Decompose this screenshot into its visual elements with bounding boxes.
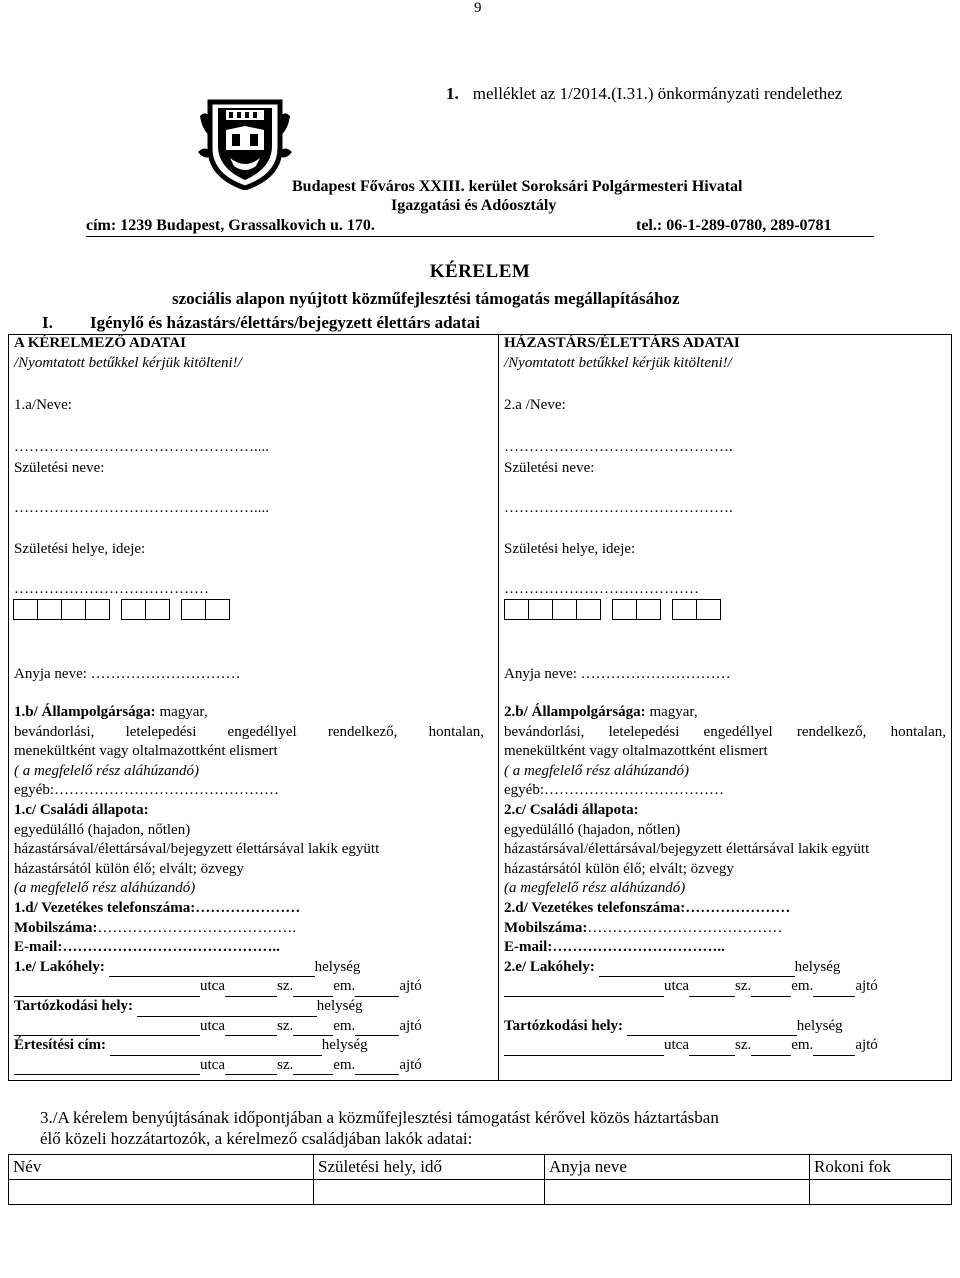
applicant-notify-row-2 <box>14 1056 484 1076</box>
spouse-birth-name-field[interactable]: ………………………………………. <box>504 500 733 516</box>
spouse-temp-floor-field[interactable] <box>751 1041 791 1056</box>
word-helyseg: helység <box>321 1037 368 1054</box>
applicant-marital-1: egyedülálló (hajadon, nőtlen) <box>14 821 191 838</box>
applicant-mother-field[interactable]: ………………………… <box>90 666 241 682</box>
applicant-birth-name-label: Születési neve: <box>14 460 105 476</box>
word-em: em. <box>333 978 356 995</box>
applicant-marital-3: házastársától külön élő; elvált; özvegy <box>14 860 244 877</box>
word-em: em. <box>791 1037 814 1054</box>
word-helyseg: helység <box>794 958 841 975</box>
applicant-mother-row <box>14 665 484 685</box>
applicant-hint: /Nyomtatott betűkkel kérjük kitölteni!/ <box>14 354 242 371</box>
spouse-phone-field[interactable]: 2.d/ Vezetékes telefonszáma:………………… <box>504 899 791 916</box>
applicant-birth-date-boxes[interactable] <box>14 599 230 619</box>
word-ajto: ajtó <box>855 978 878 995</box>
word-em: em. <box>333 1056 356 1073</box>
col-header-birth: Születési hely, idő <box>314 1155 545 1180</box>
spouse-address-row-1 <box>504 958 946 978</box>
applicant-citizenship-block <box>14 703 484 1075</box>
applicant-temp-row-2 <box>14 1017 484 1037</box>
spouse-number-field[interactable] <box>689 982 735 997</box>
applicant-name-label: 1.a/Neve: <box>14 397 72 413</box>
word-utca: utca <box>200 1017 225 1034</box>
spouse-citizenship-block <box>504 703 946 1056</box>
applicant-email-field[interactable]: E-mail:…………………………………….. <box>14 939 280 956</box>
office-address: cím: 1239 Budapest, Grassalkovich u. 170. <box>86 217 375 234</box>
word-em: em. <box>333 1017 356 1034</box>
applicant-temp-door-field[interactable] <box>355 1021 399 1036</box>
section-3-line-1: 3./A kérelem benyújtásának időpontjában a közműfejlesztési támogatást kérővel közös háztartásban <box>40 1108 719 1127</box>
page-number: 9 <box>474 0 482 16</box>
applicant-birth-place-field[interactable]: ………………………………… <box>14 581 209 597</box>
relatives-table <box>8 1154 952 1205</box>
form-title: KÉRELEM <box>429 261 531 282</box>
applicant-door-field[interactable] <box>355 982 399 997</box>
applicant-mobile-dots[interactable]: …………………………………. <box>97 919 297 936</box>
office-department: Igazgatási és Adóosztály <box>391 197 557 214</box>
spouse-underline-note: ( a megfelelő rész aláhúzandó) <box>504 762 689 779</box>
applicant-address-town-field[interactable] <box>109 962 315 977</box>
word-sz: sz. <box>276 1056 294 1073</box>
applicant-mobile-label: Mobilszáma: <box>14 919 98 936</box>
applicant-header: A KÉRELMEZŐ ADATAI <box>14 335 186 351</box>
word-sz: sz. <box>276 1017 294 1034</box>
word-sz: sz. <box>734 1037 752 1054</box>
applicant-notify-door-field[interactable] <box>355 1060 399 1075</box>
section-3-intro <box>40 1107 940 1149</box>
word-utca: utca <box>200 1056 225 1073</box>
spouse-temp-label: Tartózkodási hely: <box>504 1017 624 1034</box>
applicant-notify-number-field[interactable] <box>225 1060 277 1075</box>
spouse-temp-door-field[interactable] <box>813 1041 855 1056</box>
spouse-temp-street-field[interactable] <box>504 1041 664 1056</box>
coat-of-arms-icon <box>196 96 294 190</box>
spouse-mother-field[interactable]: ………………………… <box>580 666 731 682</box>
applicant-address-row-1 <box>14 958 484 978</box>
applicant-temp-number-field[interactable] <box>225 1021 277 1036</box>
spouse-name-field[interactable]: ………………………………………. <box>504 439 733 455</box>
applicant-mother-label: Anyja neve: <box>14 666 87 682</box>
applicant-birth-place-label: Születési helye, ideje: <box>14 541 146 557</box>
applicant-address-label: 1.e/ Lakóhely: <box>14 958 105 975</box>
applicant-notify-town-field[interactable] <box>110 1041 322 1056</box>
word-sz: sz. <box>734 978 752 995</box>
word-helyseg: helység <box>796 1017 843 1034</box>
spouse-mother-label: Anyja neve: <box>504 666 577 682</box>
spouse-birth-place-label: Születési helye, ideje: <box>504 541 636 557</box>
applicant-other-field[interactable]: egyéb:……………………………………… <box>14 782 279 799</box>
applicant-notify-street-field[interactable] <box>14 1060 200 1075</box>
spouse-marital-3: házastársától külön élő; elvált; özvegy <box>504 860 734 877</box>
word-ajto: ajtó <box>399 1056 422 1073</box>
annex-number: 1. <box>446 84 459 103</box>
spouse-marital-note: (a megfelelő rész aláhúzandó) <box>504 880 686 897</box>
applicant-notify-row-1 <box>14 1036 484 1056</box>
word-helyseg: helység <box>316 997 363 1014</box>
spouse-temp-town-field[interactable] <box>627 1021 797 1036</box>
spouse-mother-row <box>504 665 946 685</box>
applicant-notify-label: Értesítési cím: <box>14 1037 107 1054</box>
spouse-mobile-label: Mobilszáma: <box>504 919 588 936</box>
spouse-door-field[interactable] <box>813 982 855 997</box>
table-row[interactable] <box>9 1180 952 1205</box>
applicant-mobile-row[interactable] <box>14 919 484 939</box>
spouse-mobile-row[interactable] <box>504 919 946 939</box>
spouse-birth-name-label: Születési neve: <box>504 460 595 476</box>
spouse-citizenship-value: magyar, <box>645 704 698 720</box>
column-separator <box>498 334 499 1081</box>
spouse-citizenship-label: 2.b/ Állampolgársága: <box>504 704 646 720</box>
spouse-column <box>504 334 946 373</box>
applicant-phone-field[interactable]: 1.d/ Vezetékes telefonszáma:………………… <box>14 899 301 916</box>
word-sz: sz. <box>276 978 294 995</box>
spouse-temp-number-field[interactable] <box>689 1041 735 1056</box>
col-header-mother: Anyja neve <box>545 1155 810 1180</box>
section-3-line-2: élő közeli hozzátartozók, a kérelmező családjában lakók adatai: <box>40 1129 473 1148</box>
applicant-street-field[interactable] <box>14 982 200 997</box>
spouse-marital-label: 2.c/ Családi állapota: <box>504 801 639 818</box>
word-ajto: ajtó <box>399 1017 422 1034</box>
word-utca: utca <box>200 978 225 995</box>
applicant-temp-label: Tartózkodási hely: <box>14 997 134 1014</box>
applicant-citizenship-label: 1.b/ Állampolgársága: <box>14 704 156 720</box>
spouse-birth-date-boxes[interactable] <box>505 599 721 619</box>
word-ajto: ajtó <box>399 978 422 995</box>
form-subtitle: szociális alapon nyújtott közműfejlesztési támogatás megállapításához <box>172 289 680 308</box>
header-rule <box>86 236 874 237</box>
applicant-temp-row-1 <box>14 997 484 1017</box>
applicant-citizenship-value: magyar, <box>155 704 208 720</box>
word-ajto: ajtó <box>855 1037 878 1054</box>
spouse-marital-1: egyedülálló (hajadon, nőtlen) <box>504 821 681 838</box>
spouse-name-label: 2.a /Neve: <box>504 397 566 413</box>
applicant-citizenship-options-2: menekültként vagy oltalmazottként elismert <box>14 743 278 760</box>
applicant-marital-2: házastársával/élettársával/bejegyzett élettársával lakik együtt <box>14 841 380 858</box>
section-1-heading <box>42 313 480 333</box>
spouse-street-field[interactable] <box>504 982 664 997</box>
spouse-hint: /Nyomtatott betűkkel kérjük kitölteni!/ <box>504 354 732 371</box>
spouse-other-field[interactable]: egyéb:……………………………… <box>504 782 724 799</box>
applicant-number-field[interactable] <box>225 982 277 997</box>
col-header-name: Név <box>9 1155 314 1180</box>
applicant-underline-note: ( a megfelelő rész aláhúzandó) <box>14 762 199 779</box>
spouse-header: HÁZASTÁRS/ÉLETTÁRS ADATAI <box>504 335 740 351</box>
spouse-birth-place-field[interactable]: ………………………………… <box>504 581 699 597</box>
annex-text: melléklet az 1/2014.(I.31.) önkormányzati rendelethez <box>472 84 843 103</box>
office-phone: tel.: 06-1-289-0780, 289-0781 <box>636 217 832 234</box>
word-utca: utca <box>664 1037 689 1054</box>
applicant-column <box>14 334 484 373</box>
spouse-address-town-field[interactable] <box>599 962 795 977</box>
applicant-marital-label: 1.c/ Családi állapota: <box>14 801 149 818</box>
spouse-email-field[interactable]: E-mail:…………………………….. <box>504 939 725 956</box>
applicant-marital-note: (a megfelelő rész aláhúzandó) <box>14 880 196 897</box>
spouse-floor-field[interactable] <box>751 982 791 997</box>
applicant-temp-town-field[interactable] <box>137 1002 317 1017</box>
spouse-temp-row-2 <box>504 1036 946 1056</box>
word-em: em. <box>791 978 814 995</box>
spouse-address-row-2 <box>504 977 946 997</box>
applicant-address-row-2 <box>14 977 484 997</box>
spouse-mobile-dots[interactable]: ………………………………… <box>587 919 783 936</box>
relatives-table-header <box>9 1155 952 1180</box>
section-1-number: I. <box>42 313 53 332</box>
spouse-citizenship-options: bevándorlási, letelepedési engedéllyel rendelkező, hontalan, <box>504 723 946 740</box>
spouse-address-label: 2.e/ Lakóhely: <box>504 958 595 975</box>
word-utca: utca <box>664 978 689 995</box>
spouse-citizenship-options-2: menekültként vagy oltalmazottként elismert <box>504 743 768 760</box>
applicant-temp-street-field[interactable] <box>14 1021 200 1036</box>
applicant-citizenship-options: bevándorlási, letelepedési engedéllyel rendelkező, hontalan, <box>14 723 484 740</box>
applicant-birth-name-field[interactable]: ………………………………………….... <box>14 500 269 516</box>
col-header-relation: Rokoni fok <box>810 1155 952 1180</box>
section-1-text: Igénylő és házastárs/élettárs/bejegyzett élettárs adatai <box>90 313 480 332</box>
applicant-floor-field[interactable] <box>293 982 333 997</box>
annex-line <box>446 84 842 104</box>
applicant-temp-floor-field[interactable] <box>293 1021 333 1036</box>
applicant-notify-floor-field[interactable] <box>293 1060 333 1075</box>
spouse-marital-2: házastársával/élettársával/bejegyzett élettársával lakik együtt <box>504 841 870 858</box>
spouse-temp-row-1 <box>504 1017 946 1037</box>
office-name: Budapest Főváros XXIII. kerület Soroksári Polgármesteri Hivatal <box>292 178 743 195</box>
applicant-name-field[interactable]: ………………………………………….... <box>14 439 269 455</box>
word-helyseg: helység <box>314 958 361 975</box>
